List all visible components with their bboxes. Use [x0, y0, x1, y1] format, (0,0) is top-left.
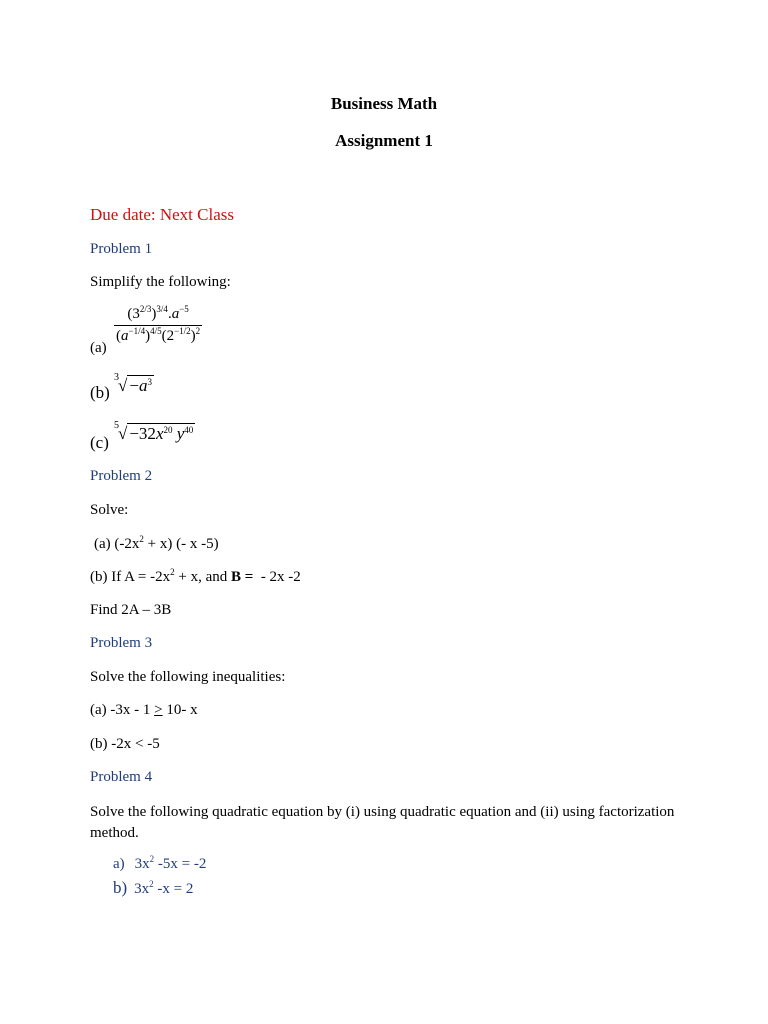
problem-1b-expression: 3 √ $-a^3$	[114, 372, 152, 395]
problem-3-instruction: Solve the following inequalities:	[90, 669, 286, 685]
problem-2b: (b) If $A = -2x^2 + x$, and B = - 2x -2	[90, 567, 301, 585]
problem-4-instruction: Solve the following quadratic equation by (i) using quadratic equation and (ii) using factorization method.	[90, 804, 675, 841]
problem-1a-expression	[114, 306, 202, 345]
problem-4b: b) $3x^2$ -x = 2	[113, 878, 194, 897]
problem-3-heading: Problem 3	[90, 635, 153, 651]
problem-3a: (a) -3x - 1 > 10- x	[90, 702, 198, 718]
problem-1c-expression: 5 √ $-32x^{20}$ $y^{40}$	[114, 420, 194, 443]
problem-4-heading: Problem 4	[90, 769, 153, 785]
problem-1a-label: (a)	[90, 340, 107, 356]
fraction-numerator: $(3^{2/3})^{3/4}.a^{-5}$	[127, 304, 189, 322]
problem-2-heading: Problem 2	[90, 468, 153, 484]
problem-2a: (a) $(-2x^2 + x)$ (- x -5)	[94, 534, 219, 552]
problem-3b: (b) -2x < -5	[90, 736, 160, 752]
problem-2-instruction: Solve:	[90, 502, 129, 518]
document-title: Business Math	[330, 94, 438, 113]
problem-1-heading: Problem 1	[90, 241, 153, 257]
problem-1c-label: (c)	[90, 433, 109, 452]
document-subtitle: Assignment 1	[335, 131, 433, 150]
problem-1-instruction: Simplify the following:	[90, 274, 231, 290]
problem-1b-label: (b)	[90, 383, 110, 402]
problem-4a: a) $3x^2$ -5x = -2	[113, 854, 207, 872]
fraction-denominator: $(a^{-1/4})^{4/5}(2^{-1/2})^2$	[116, 326, 201, 344]
problem-2-find: Find 2A – 3B	[90, 602, 172, 618]
due-date: Due date: Next Class	[90, 205, 234, 224]
